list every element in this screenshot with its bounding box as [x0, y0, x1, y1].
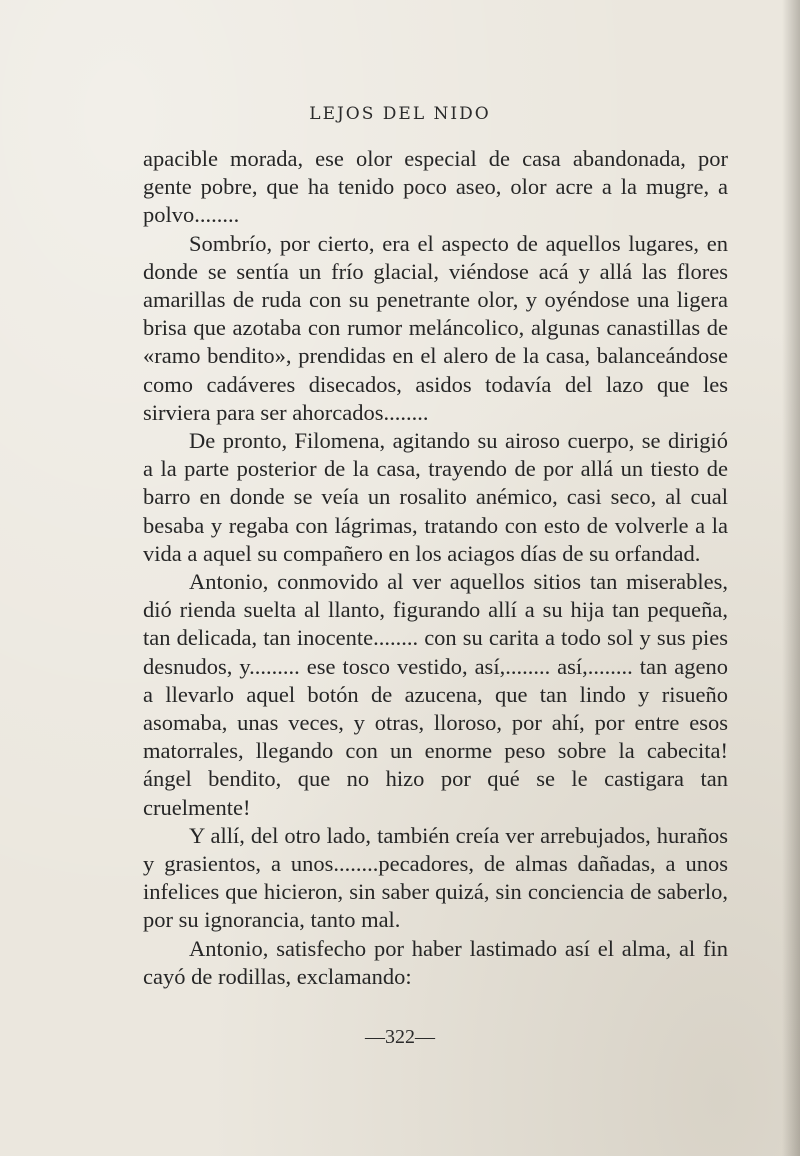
- page-number: —322—: [365, 1026, 435, 1048]
- running-title: LEJOS DEL NIDO: [309, 104, 491, 124]
- page-edge-shadow: [782, 0, 800, 1156]
- paragraph: Antonio, conmovido al ver aquellos sitios tan miserables, dió rienda suelta al llanto, figurando allí a su hija tan pequeña, tan delicada, tan inocente........ con su carita a todo sol y sus pies desnudos, y......... ese tosco vestido, así,........ así,........ tan ageno a llevarlo aquel botón de azucena, que tan lindo y risueño asomaba, unas veces, y otras, lloroso, por ahí, por entre esos matorrales, llegando con un enorme peso sobre la cabecita! ángel bendito, que no hizo por qué se le castigara tan cruelmente!: [143, 569, 728, 820]
- paragraph: Y allí, del otro lado, también creía ver arrebujados, huraños y grasientos, a unos........pecadores, de almas dañadas, a unos infelices que hicieron, sin saber quizá, sin conciencia de saberlo, por su ignorancia, tanto mal.: [143, 822, 728, 933]
- body-text: [143, 145, 728, 991]
- paragraph: Antonio, satisfecho por haber lastimado así el alma, al fin cayó de rodillas, exclamando:: [143, 935, 728, 989]
- paragraph-continuation: apacible morada, ese olor especial de casa abandonada, por gente pobre, que ha tenido poco aseo, olor acre a la mugre, a polvo........: [143, 146, 728, 228]
- paragraph: De pronto, Filomena, agitando su airoso cuerpo, se dirigió a la parte posterior de la casa, trayendo de por allá un tiesto de barro en donde se veía un rosalito anémico, casi seco, al cual besaba y regaba con lágrimas, tratando con esto de volverle a la vida a aquel su compañero en los aciagos días de su orfandad.: [143, 428, 728, 566]
- paragraph: Sombrío, por cierto, era el aspecto de aquellos lugares, en donde se sentía un frío glacial, viéndose acá y allá las flores amarillas de ruda con su penetrante olor, y oyéndose una ligera brisa que azotaba con rumor meláncolico, algunas canastillas de «ramo bendito», prendidas en el alero de la casa, balanceándose como cadáveres disecados, asidos todavía del lazo que les sirviera para ser ahorcados........: [143, 230, 728, 425]
